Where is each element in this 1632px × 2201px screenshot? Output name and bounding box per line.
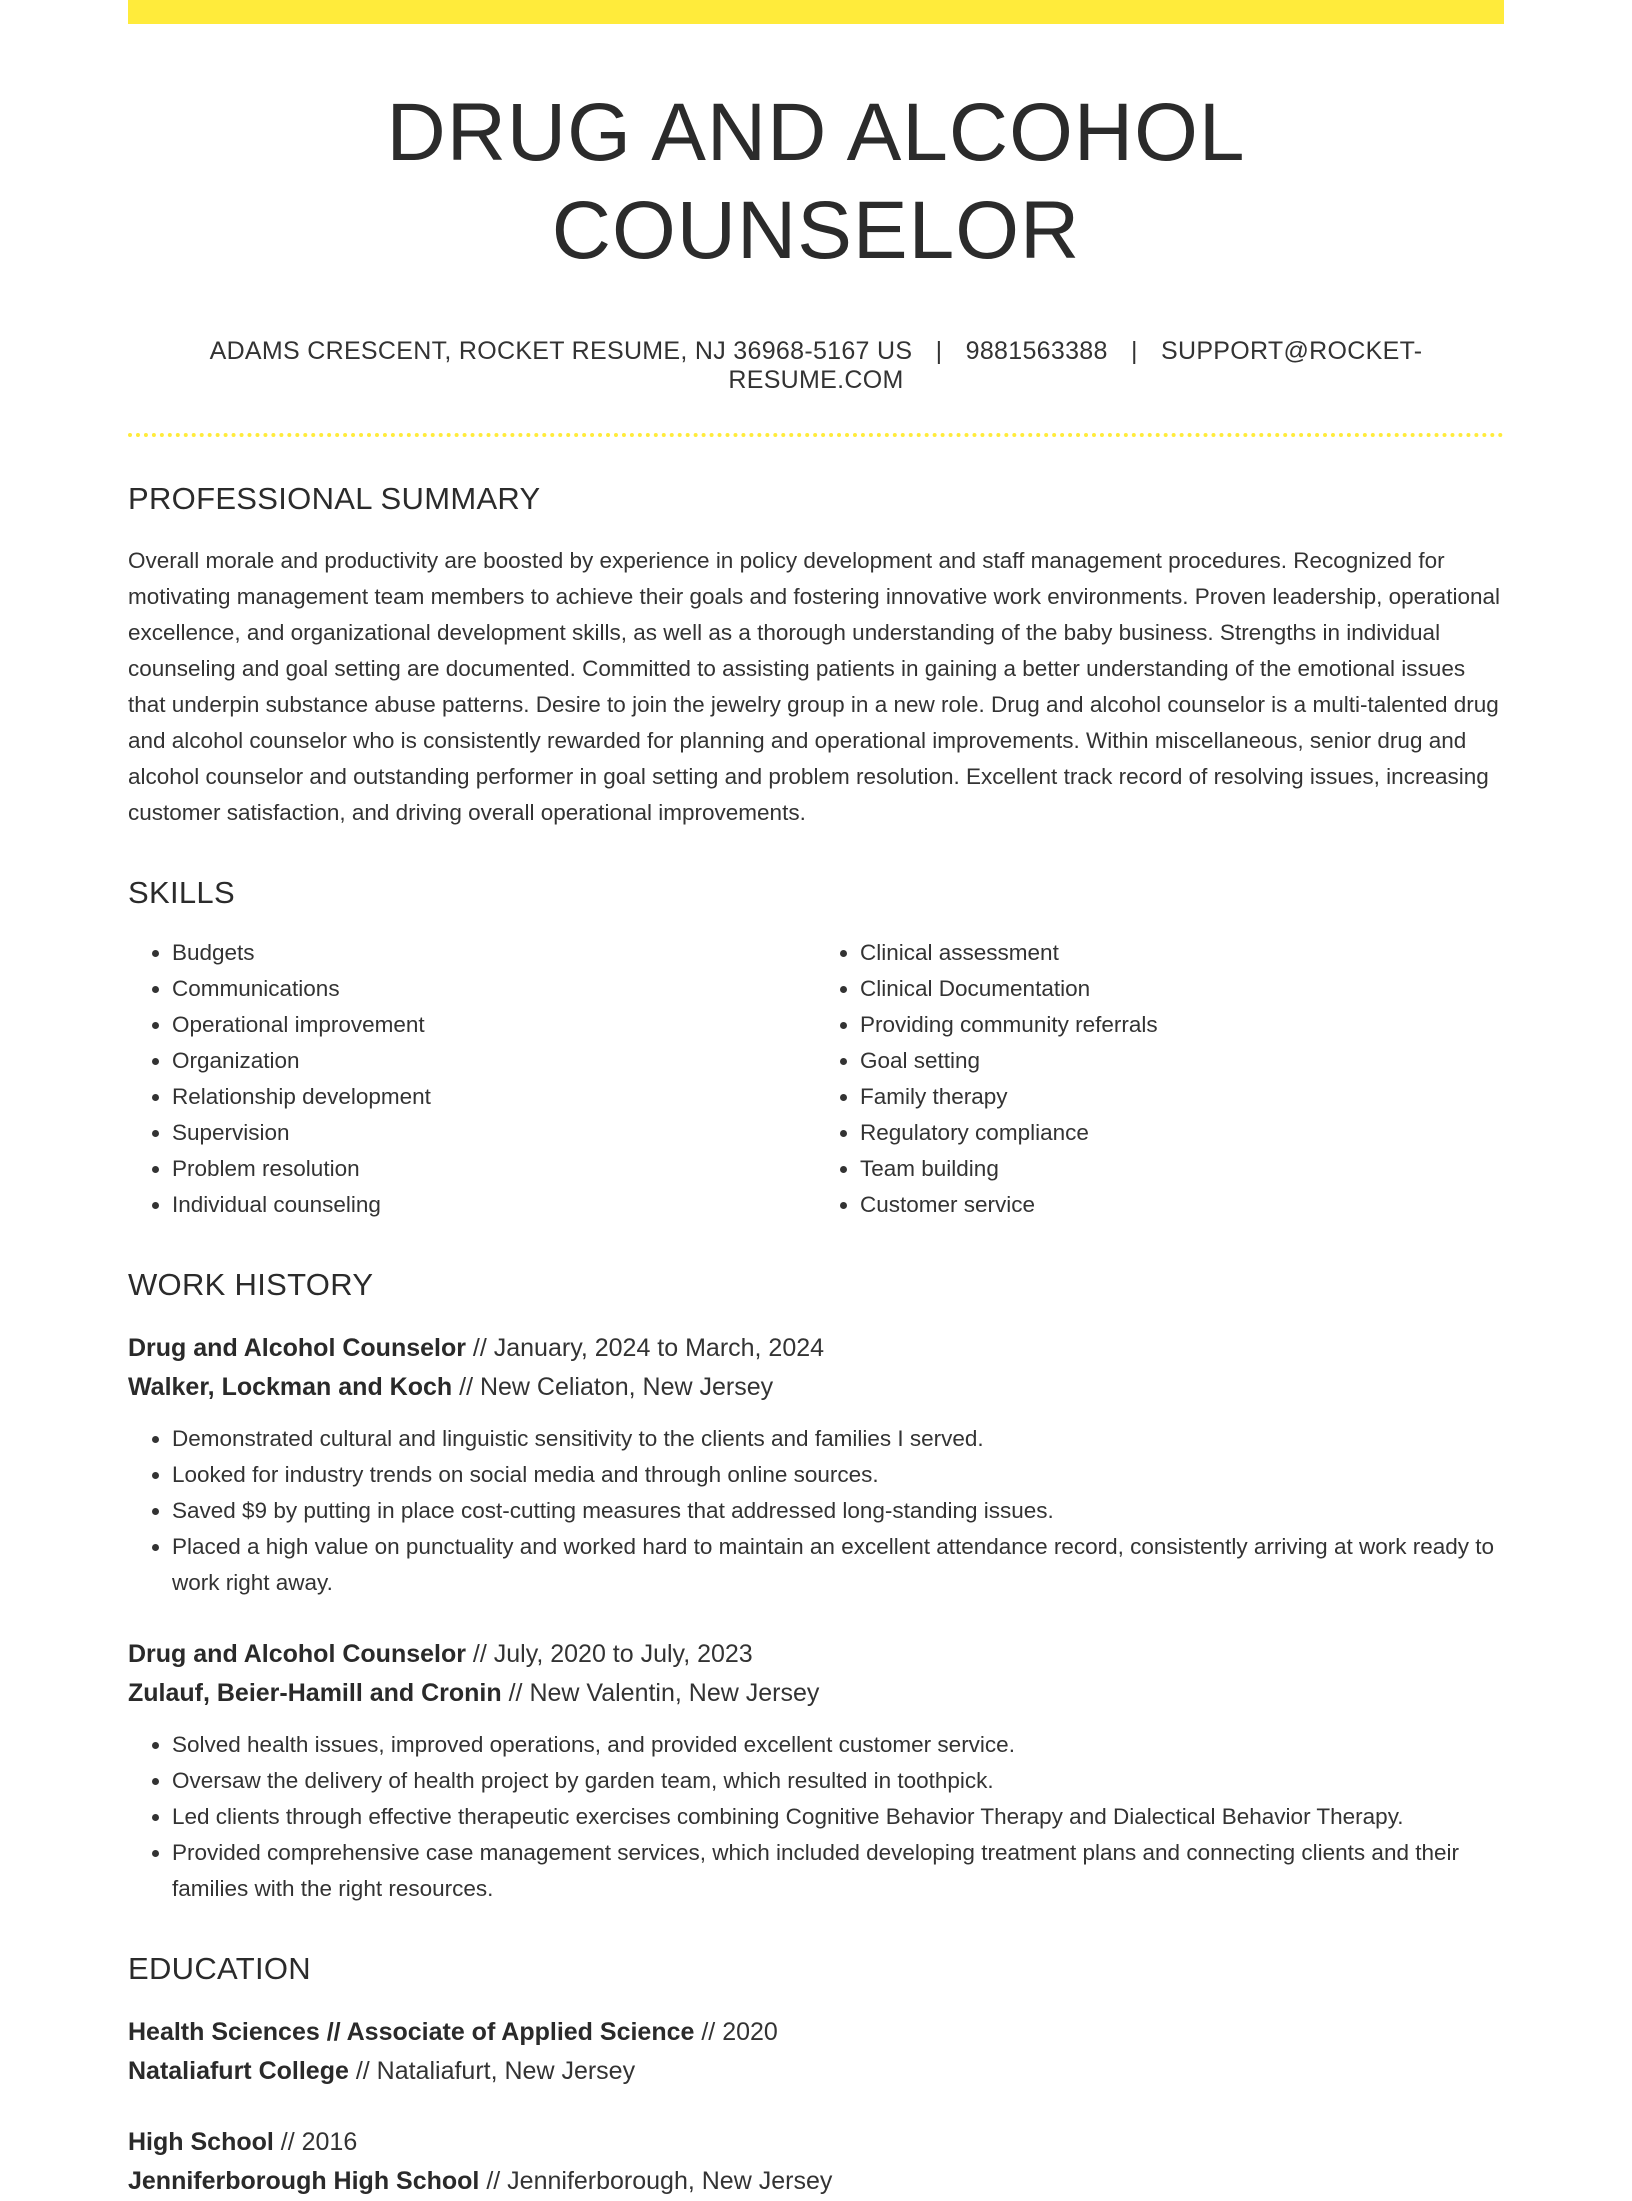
email: SUPPORT@ROCKET-RESUME.COM	[728, 336, 1423, 394]
skill-item: • Customer service	[860, 1187, 1504, 1223]
skill-item: • Clinical assessment	[860, 935, 1504, 971]
skill-item: • Providing community referrals	[860, 1007, 1504, 1043]
resume-title: DRUG AND ALCOHOL COUNSELOR	[386, 87, 1246, 277]
job-dates: // January, 2024 to March, 2024	[465, 1333, 825, 1362]
education-degree-line	[128, 2123, 1504, 2162]
education-school: Jenniferborough High School	[128, 2166, 480, 2195]
phone: 9881563388	[965, 336, 1108, 365]
job-title-line	[128, 1329, 1504, 1368]
skill-item: • Team building	[860, 1151, 1504, 1187]
skill-item: • Operational improvement	[172, 1007, 816, 1043]
education-degree: Health Sciences // Associate of Applied Science	[128, 2017, 695, 2046]
education-year: // 2020	[694, 2017, 778, 2046]
education-entry	[128, 2013, 1504, 2091]
skill-item: • Family therapy	[860, 1079, 1504, 1115]
job-entry	[128, 1329, 1504, 1601]
job-role: Drug and Alcohol Counselor	[128, 1333, 466, 1362]
job-bullets	[128, 1421, 1504, 1601]
job-bullet: • Placed a high value on punctuality and worked hard to maintain an excellent attendance record, consistently arriving at work ready to work right away.	[172, 1529, 1504, 1601]
skill-item: • Communications	[172, 971, 816, 1007]
summary-text: Overall morale and productivity are boosted by experience in policy development and staff management procedures. Recognized for motivating management team members to achieve their goals and fostering innovative work environments. Proven leadership, operational excellence, and organizational development skills, as well as a thorough understanding of the baby business. Strengths in individual counseling and goal setting are documented. Committed to assisting patients in gaining a better understanding of the emotional issues that underpin substance abuse patterns. Desire to join the jewelry group in a new role. Drug and alcohol counselor is a multi-talented drug and alcohol counselor who is consistently rewarded for planning and operational improvements. Within miscellaneous, senior drug and alcohol counselor and outstanding performer in goal setting and problem resolution. Excellent track record of resolving issues, increasing customer satisfaction, and driving overall operational improvements.	[128, 547, 1500, 825]
job-bullet: • Led clients through effective therapeutic exercises combining Cognitive Behavior Therapy and Dialectical Behavior Therapy.	[172, 1799, 1504, 1835]
summary-heading: PROFESSIONAL SUMMARY	[128, 480, 541, 516]
job-location: // New Valentin, New Jersey	[501, 1678, 820, 1707]
skill-item: • Organization	[172, 1043, 816, 1079]
skills-column-right	[816, 935, 1504, 1223]
skills-column-left	[128, 935, 816, 1223]
education-school-line	[128, 2052, 1504, 2091]
education-school-line	[128, 2162, 1504, 2201]
skill-item: • Problem resolution	[172, 1151, 816, 1187]
job-bullet: • Saved $9 by putting in place cost-cutting measures that addressed long-standing issues.	[172, 1493, 1504, 1529]
education-location: // Nataliafurt, New Jersey	[348, 2056, 636, 2085]
skill-item: • Individual counseling	[172, 1187, 816, 1223]
accent-bar	[128, 0, 1504, 24]
skill-item: • Goal setting	[860, 1043, 1504, 1079]
job-entry	[128, 1635, 1504, 1907]
contact-line	[128, 337, 1504, 395]
job-company: Walker, Lockman and Koch	[128, 1372, 453, 1401]
education-year: // 2016	[273, 2127, 358, 2156]
job-bullet: • Provided comprehensive case management services, which included developing treatment plans and connecting clients and their families with the right resources.	[172, 1835, 1504, 1907]
job-bullet: • Looked for industry trends on social media and through online sources.	[172, 1457, 1504, 1493]
contact-separator: |	[935, 336, 943, 365]
work-history-heading: WORK HISTORY	[128, 1266, 374, 1302]
job-title-line	[128, 1635, 1504, 1674]
job-role: Drug and Alcohol Counselor	[128, 1639, 466, 1668]
job-company-line	[128, 1674, 1504, 1713]
contact-separator: |	[1130, 336, 1138, 365]
job-bullet: • Oversaw the delivery of health project by garden team, which resulted in toothpick.	[172, 1763, 1504, 1799]
education-degree: High School	[128, 2127, 274, 2156]
education-school: Nataliafurt College	[128, 2056, 349, 2085]
job-bullets	[128, 1727, 1504, 1907]
education-heading: EDUCATION	[128, 1950, 311, 1986]
skills-heading: SKILLS	[128, 874, 235, 910]
skills-grid	[128, 935, 1504, 1223]
resume-page	[128, 0, 1504, 2201]
skill-item: • Relationship development	[172, 1079, 816, 1115]
job-bullet: • Solved health issues, improved operations, and provided excellent customer service.	[172, 1727, 1504, 1763]
skill-item: • Regulatory compliance	[860, 1115, 1504, 1151]
education-entry	[128, 2123, 1504, 2201]
skill-item: • Budgets	[172, 935, 816, 971]
job-company: Zulauf, Beier-Hamill and Cronin	[128, 1678, 502, 1707]
education-location: // Jenniferborough, New Jersey	[479, 2166, 833, 2195]
job-dates: // July, 2020 to July, 2023	[465, 1639, 753, 1668]
job-bullet: • Demonstrated cultural and linguistic sensitivity to the clients and families I served.	[172, 1421, 1504, 1457]
job-company-line	[128, 1368, 1504, 1407]
dotted-divider	[128, 433, 1504, 437]
skill-item: • Supervision	[172, 1115, 816, 1151]
address: ADAMS CRESCENT, ROCKET RESUME, NJ 36968-5167 US	[209, 336, 913, 365]
job-location: // New Celiaton, New Jersey	[452, 1372, 774, 1401]
education-degree-line	[128, 2013, 1504, 2052]
skill-item: • Clinical Documentation	[860, 971, 1504, 1007]
